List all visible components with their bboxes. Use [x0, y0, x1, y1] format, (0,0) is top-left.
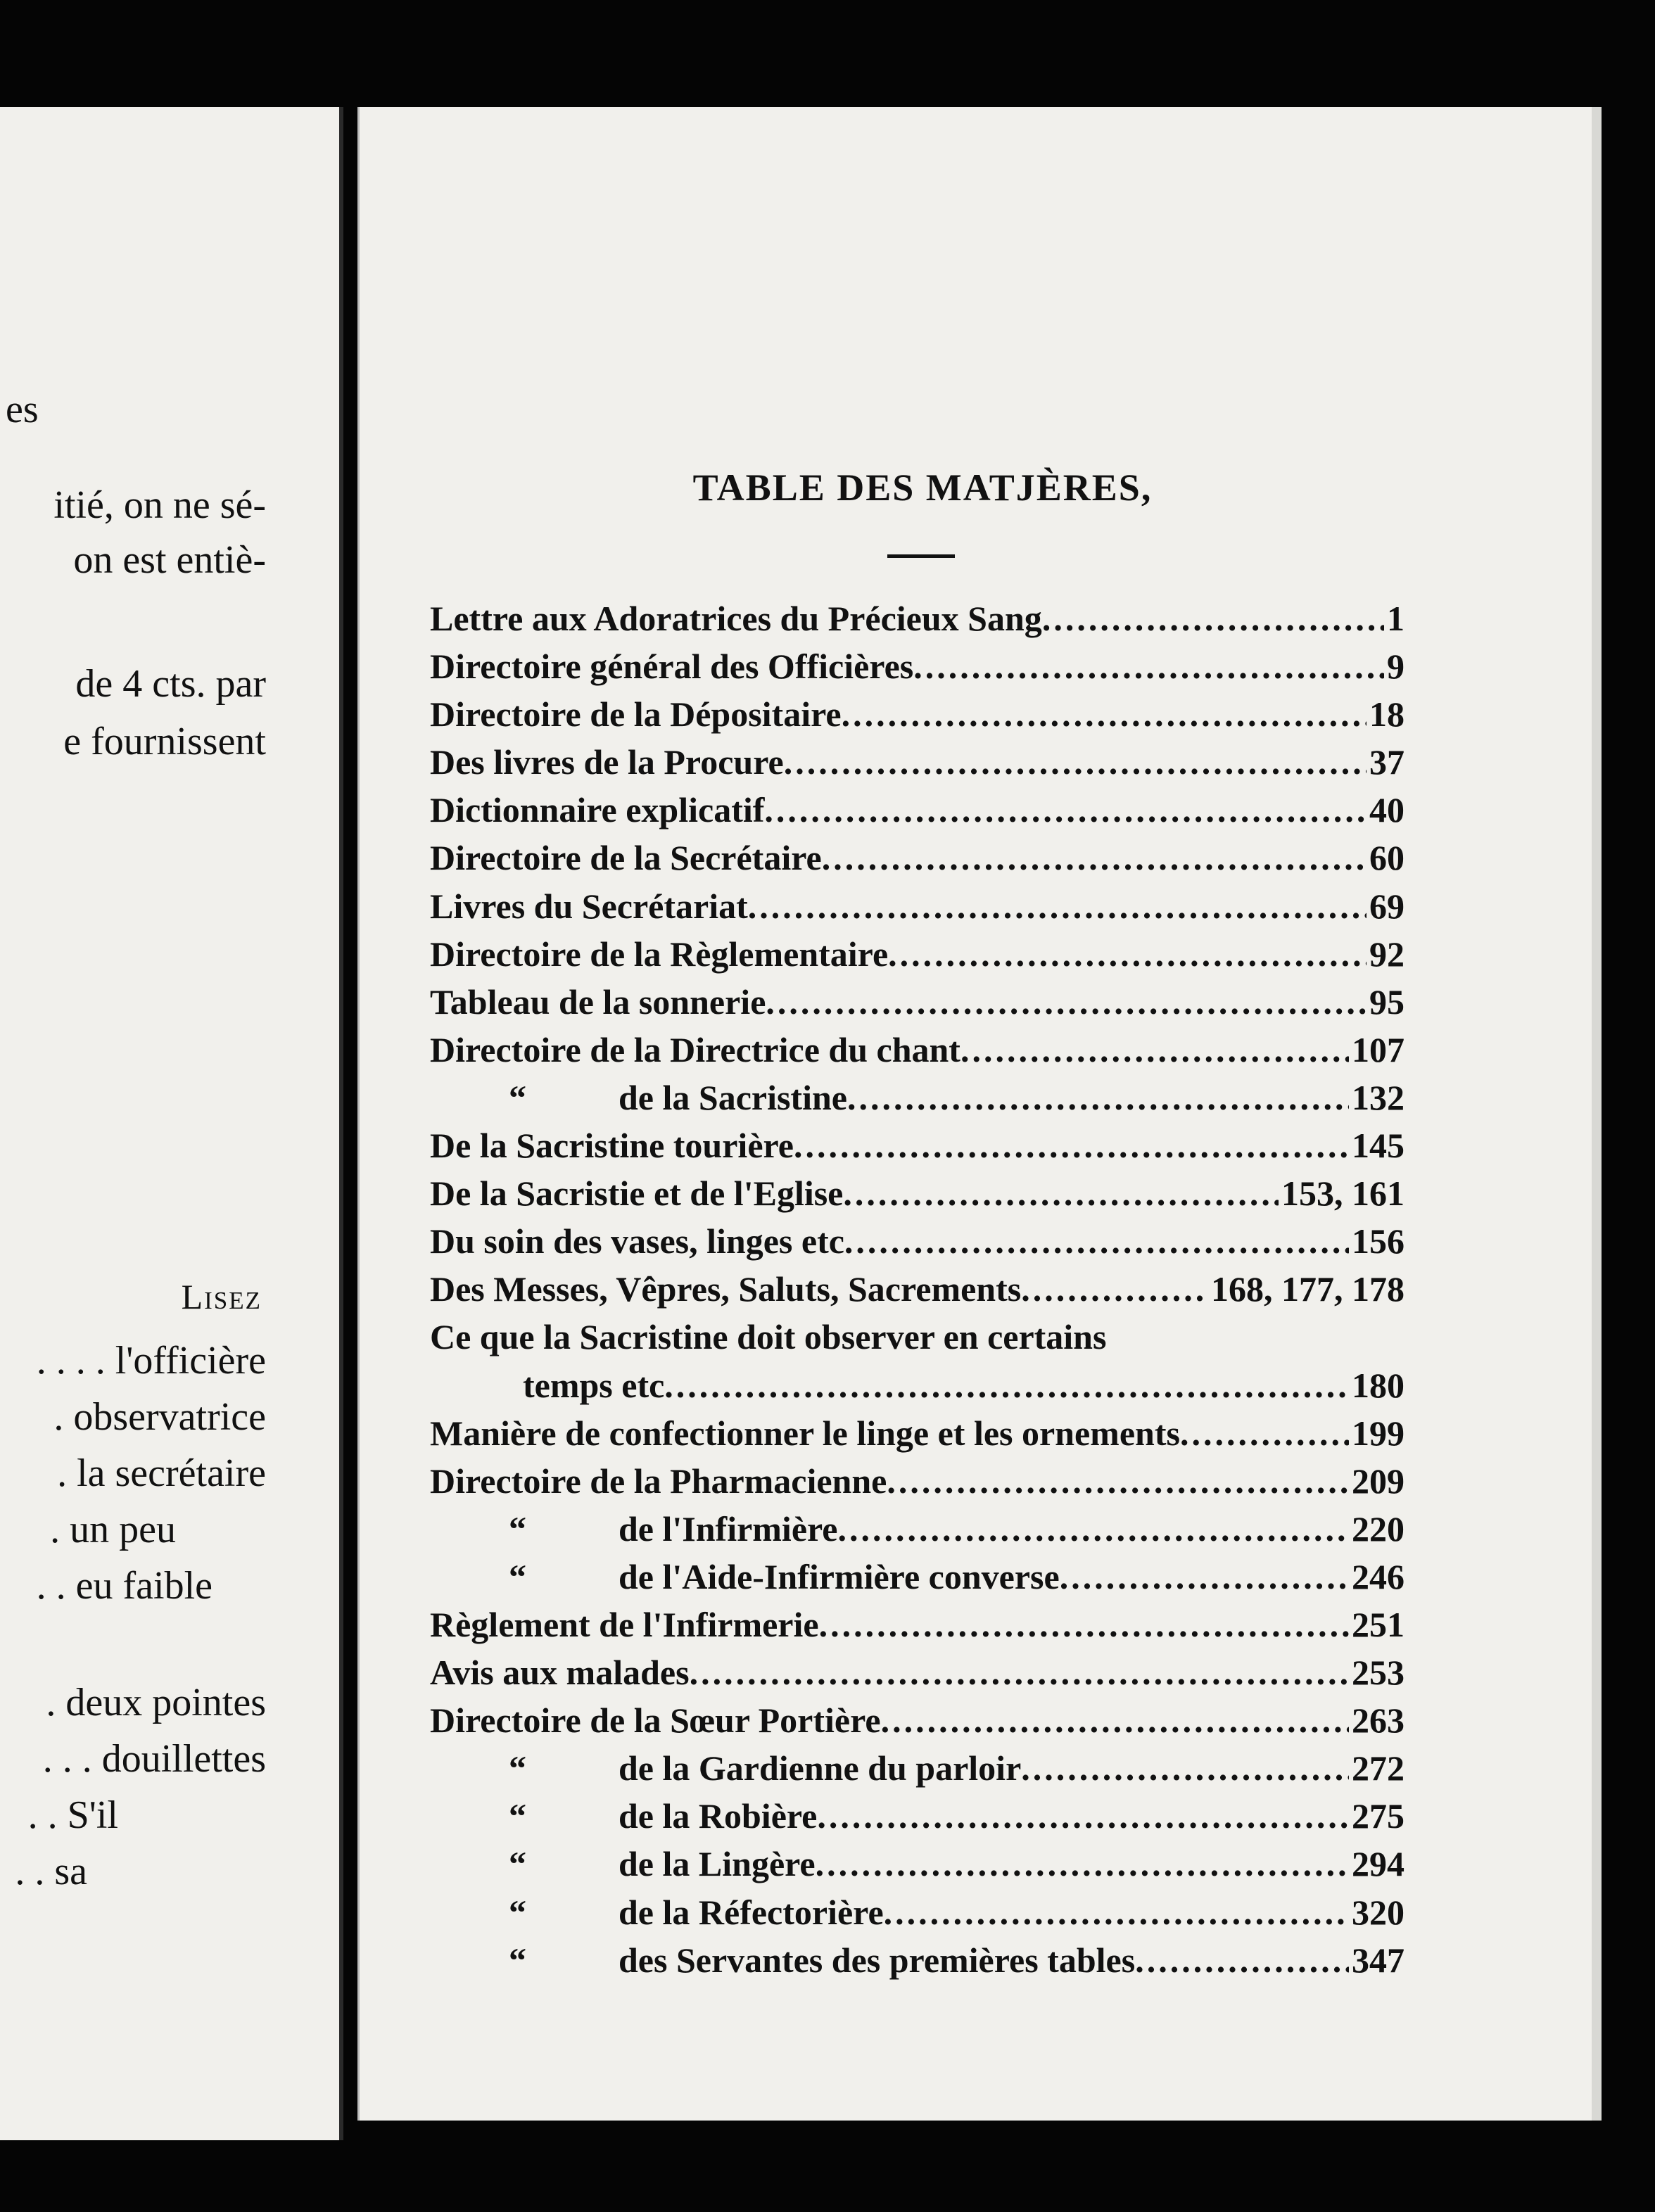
toc-entry-title: Directoire de la Secrétaire	[430, 838, 822, 878]
toc-entry-page: 180	[1352, 1365, 1404, 1405]
toc-entry-title: Ce que la Sacristine doit observer en certains	[430, 1317, 1107, 1357]
left-text-line: . . . . l'officière	[36, 1339, 266, 1382]
left-text-line: . la secrétaire	[57, 1451, 266, 1495]
leader-dots	[844, 1221, 1349, 1261]
toc-entry	[430, 1556, 1404, 1604]
leader-dots	[1135, 1940, 1349, 1981]
toc-entry-title: Directoire de la Directrice du chant	[430, 1029, 960, 1069]
left-page	[0, 107, 343, 2140]
toc-entry-title: de la Gardienne du parloir	[619, 1748, 1022, 1788]
ditto-mark: “	[509, 1796, 526, 1836]
left-text-line: . un peu	[50, 1508, 176, 1551]
toc-entry-title: Livres du Secrétariat	[430, 886, 748, 926]
left-text-line: . observatrice	[53, 1395, 266, 1439]
toc-entry-title: temps etc	[523, 1365, 665, 1405]
toc-entry-title: de la Lingère	[619, 1844, 816, 1884]
toc-entry-title: Directoire de la Règlementaire	[430, 934, 889, 974]
toc-entry-page: 220	[1352, 1508, 1404, 1549]
toc-entry	[430, 837, 1404, 885]
ditto-mark: “	[509, 1508, 526, 1549]
toc-entry-page: 263	[1352, 1701, 1404, 1741]
toc-entry-page: 199	[1352, 1413, 1404, 1453]
left-text-line: es	[6, 388, 39, 431]
toc-entry-title: Directoire de la Pharmacienne	[430, 1461, 887, 1501]
toc-entry	[430, 1892, 1404, 1940]
toc-entry-page: 40	[1369, 790, 1404, 830]
toc-entry-title: Des Messes, Vêpres, Saluts, Sacrements	[430, 1269, 1022, 1309]
toc-entry	[430, 1316, 1404, 1364]
right-page	[357, 107, 1602, 2121]
lisez-heading: Lisez	[181, 1277, 262, 1316]
toc-entry-page: 92	[1369, 934, 1404, 974]
left-text-line: . . sa	[15, 1850, 87, 1893]
leader-dots	[817, 1795, 1349, 1836]
ditto-mark: “	[509, 1940, 526, 1980]
toc-entry	[430, 1748, 1404, 1795]
leader-dots	[819, 1604, 1349, 1645]
toc-entry-title: de l'Aide-Infirmière converse	[619, 1556, 1060, 1596]
leader-dots	[794, 1125, 1349, 1166]
toc-entry-title: de l'Infirmière	[619, 1508, 838, 1549]
leader-dots	[888, 934, 1367, 974]
left-text-line: . . S'il	[27, 1793, 118, 1837]
leader-dots	[843, 1173, 1279, 1214]
toc-entry	[430, 1029, 1404, 1077]
toc-entry	[430, 1843, 1404, 1891]
leader-dots	[884, 1892, 1349, 1933]
toc-entry	[430, 1940, 1404, 1988]
toc-entry	[430, 1795, 1404, 1843]
toc-entry	[430, 1365, 1404, 1413]
toc-entry-title: Lettre aux Adoratrices du Précieux Sang	[430, 599, 1042, 638]
toc-entry-title: Dictionnaire explicatif	[430, 790, 765, 830]
toc-entry-page: 320	[1352, 1892, 1404, 1932]
toc-entry-title: de la Sacristine	[619, 1077, 847, 1117]
toc-entry	[430, 694, 1404, 742]
leader-dots	[960, 1029, 1349, 1070]
toc-entry	[430, 1604, 1404, 1652]
leader-dots	[764, 789, 1367, 830]
leader-dots	[881, 1700, 1349, 1741]
toc-entry-title: de la Robière	[619, 1796, 818, 1836]
toc-entry-title: Directoire général des Officières	[430, 647, 914, 687]
toc-entry-page: 294	[1352, 1844, 1404, 1884]
toc-entry-title: des Servantes des premières tables	[619, 1940, 1136, 1980]
toc-entry-title: de la Réfectorière	[619, 1892, 884, 1932]
toc-entry-title: Des livres de la Procure	[430, 742, 784, 782]
ditto-mark: “	[509, 1844, 526, 1884]
toc-entry-page: 209	[1352, 1461, 1404, 1501]
leader-dots	[816, 1843, 1349, 1884]
left-text-line: . deux pointes	[46, 1681, 266, 1724]
toc-entry-title: De la Sacristie et de l'Eglise	[430, 1174, 844, 1214]
toc-entry	[430, 1077, 1404, 1125]
left-text-line: e fournissent	[63, 720, 266, 763]
toc-entry-page: 145	[1352, 1126, 1404, 1166]
leader-dots	[1060, 1556, 1349, 1597]
title-rule	[887, 554, 955, 558]
toc-entry	[430, 1508, 1404, 1556]
leader-dots	[766, 981, 1367, 1022]
toc-entry	[430, 886, 1404, 934]
toc-entry	[430, 981, 1404, 1029]
toc-entry	[430, 1652, 1404, 1700]
toc-entry	[430, 1173, 1404, 1221]
toc-entry	[430, 1125, 1404, 1173]
toc-entry-title: De la Sacristine tourière	[430, 1126, 794, 1166]
leader-dots	[748, 886, 1367, 927]
toc-entry	[430, 742, 1404, 789]
toc-entry-page: 168, 177, 178	[1211, 1269, 1404, 1309]
leader-dots	[690, 1652, 1349, 1693]
toc-entry-page: 253	[1352, 1653, 1404, 1693]
leader-dots	[913, 646, 1384, 687]
toc-entry-title: Tableau de la sonnerie	[430, 981, 766, 1022]
leader-dots	[842, 694, 1367, 735]
leader-dots	[847, 1077, 1349, 1118]
toc-entry-title: Manière de confectionner le linge et les ornements	[430, 1413, 1180, 1453]
leader-dots	[664, 1365, 1349, 1406]
toc-entry-title: Directoire de la Dépositaire	[430, 694, 842, 735]
toc-entry-page: 156	[1352, 1221, 1404, 1261]
toc-entry-page: 37	[1369, 742, 1404, 782]
toc-list	[430, 598, 1404, 1988]
toc-entry-page: 272	[1352, 1748, 1404, 1788]
ditto-mark: “	[509, 1556, 526, 1596]
left-text-line: de 4 cts. par	[75, 662, 266, 706]
toc-entry-page: 347	[1352, 1940, 1404, 1980]
toc-entry	[430, 1413, 1404, 1461]
leader-dots	[1021, 1748, 1349, 1788]
toc-entry-page: 107	[1352, 1029, 1404, 1069]
left-text-line: . . . douillettes	[42, 1737, 266, 1781]
toc-entry	[430, 934, 1404, 981]
toc-entry-page: 275	[1352, 1796, 1404, 1836]
leader-dots	[887, 1461, 1349, 1501]
ditto-mark: “	[509, 1892, 526, 1932]
toc-entry-page: 9	[1387, 647, 1404, 687]
toc-entry	[430, 1269, 1404, 1316]
toc-entry-page: 18	[1369, 694, 1404, 735]
toc-entry-page: 1	[1387, 599, 1404, 638]
toc-entry	[430, 1700, 1404, 1748]
toc-entry	[430, 646, 1404, 694]
toc-entry-page: 69	[1369, 886, 1404, 926]
toc-entry-page: 60	[1369, 838, 1404, 878]
ditto-mark: “	[509, 1077, 526, 1117]
toc-entry-page: 251	[1352, 1604, 1404, 1644]
toc-entry	[430, 598, 1404, 646]
toc-entry-page: 132	[1352, 1077, 1404, 1117]
left-text-line: itié, on ne sé-	[53, 483, 266, 527]
toc-entry-title: Règlement de l'Infirmerie	[430, 1604, 819, 1644]
leader-dots	[784, 742, 1367, 782]
ditto-mark: “	[509, 1748, 526, 1788]
toc-entry-page: 246	[1352, 1556, 1404, 1596]
toc-entry-page: 153, 161	[1281, 1174, 1404, 1214]
toc-entry-title: Directoire de la Sœur Portière	[430, 1701, 881, 1741]
toc-entry-page: 95	[1369, 981, 1404, 1022]
toc-entry-title: Avis aux malades	[430, 1653, 690, 1693]
toc-entry	[430, 1461, 1404, 1508]
leader-dots	[1042, 598, 1384, 639]
left-text-line: . . eu faible	[36, 1564, 213, 1608]
toc-entry	[430, 1221, 1404, 1269]
leader-dots	[822, 837, 1367, 878]
toc-title: TABLE DES MATJÈRES,	[692, 466, 1153, 509]
leader-dots	[1021, 1269, 1208, 1309]
toc-entry-title: Du soin des vases, linges etc	[430, 1221, 844, 1261]
leader-dots	[838, 1508, 1350, 1549]
toc-entry	[430, 789, 1404, 837]
leader-dots	[1180, 1413, 1349, 1454]
left-text-line: on est entiè-	[73, 538, 266, 582]
